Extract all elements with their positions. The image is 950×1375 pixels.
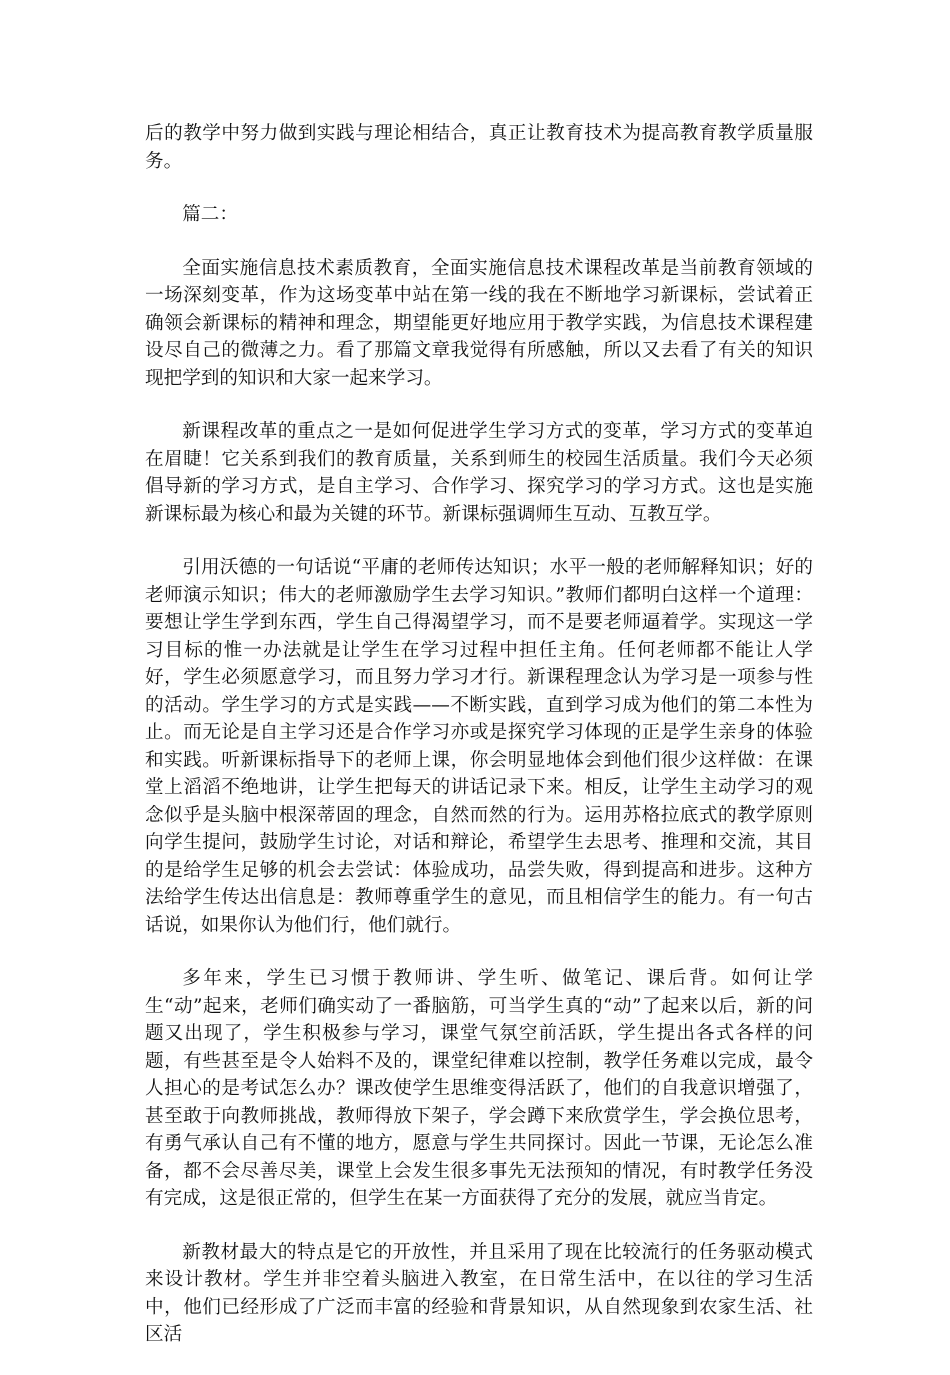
paragraph: 全面实施信息技术素质教育，全面实施信息技术课程改革是当前教育领域的一场深刻变革，作为这场变革中站在第一线的我在不断地学习新课标，尝试着正确领会新课标的精神和理念，期望能更好地应用于教学实践，为信息技术课程建设尽自己的微薄之力。看了那篇文章我觉得有所感触，所以又去看了有关的知识现把学到的知识和大家一起来学习。 xyxy=(145,257,813,389)
paragraph: 新课程改革的重点之一是如何促进学生学习方式的变革，学习方式的变革迫在眉睫！它关系到我们的教育质量，关系到师生的校园生活质量。我们今天必须倡导新的学习方式，是自主学习、合作学习、探究学习的学习方式。这也是实施新课标最为核心和最为关键的环节。新课标强调师生互动、互教互学。 xyxy=(145,421,813,525)
paragraph: 引用沃德的一句话说“平庸的老师传达知识；水平一般的老师解释知识；好的老师演示知识；伟大的老师激励学生去学习知识。”教师们都明白这样一个道理：要想让学生学到东西，学生自己得渴望学习，而不是要老师逼着学。实现这一学习目标的惟一办法就是让学生在学习过程中担任主角。任何老师都不能让人学好，学生必须愿意学习，而且努力学习才行。新课程理念认为学习是一项参与性的活动。学生学习的方式是实践——不断实践，直到学习成为他们的第二本性为止。而无论是自主学习还是合作学习亦或是探究学习体现的正是学生亲身的体验和实践。听新课标指导下的老师上课，你会明显地体会到他们很少这样做：在课堂上滔滔不绝地讲，让学生把每天的讲话记录下来。相反，让学生主动学习的观念似乎是头脑中根深蒂固的理念，自然而然的行为。运用苏格拉底式的教学原则向学生提问，鼓励学生讨论，对话和辩论，希望学生去思考、推理和交流，其目的是给学生足够的机会去尝试：体验成功，品尝失败，得到提高和进步。这种方法给学生传达出信息是：教师尊重学生的意见，而且相信学生的能力。有一句古话说，如果你认为他们行，他们就行。 xyxy=(145,557,813,936)
paragraph: 多年来，学生已习惯于教师讲、学生听、做笔记、课后背。如何让学生“动”起来，老师们确实动了一番脑筋，可当学生真的“动”了起来以后，新的问题又出现了，学生积极参与学习，课堂气氛空前活跃，学生提出各式各样的问题，有些甚至是令人始料不及的，课堂纪律难以控制，教学任务难以完成，最令人担心的是考试怎么办？课改使学生思维变得活跃了，他们的自我意识增强了，甚至敢于向教师挑战，教师得放下架子，学会蹲下来欣赏学生，学会换位思考，有勇气承认自己有不懂的地方，愿意与学生共同探讨。因此一节课，无论怎么准备，都不会尽善尽美，课堂上会发生很多事先无法预知的情况，有时教学任务没有完成，这是很正常的，但学生在某一方面获得了充分的发展，就应当肯定。 xyxy=(145,968,813,1209)
section-heading: 篇二： xyxy=(182,204,238,225)
paragraph-continuation: 后的教学中努力做到实践与理论相结合，真正让教育技术为提高教育教学质量服务。 xyxy=(145,123,813,172)
paragraph: 新教材最大的特点是它的开放性，并且采用了现在比较流行的任务驱动模式来设计教材。学生并非空着头脑进入教室，在日常生活中，在以往的学习生活中，他们已经形成了广泛而丰富的经验和背景知识，从自然现象到农家生活、社区活 xyxy=(145,1241,813,1345)
document-page xyxy=(145,120,813,1375)
